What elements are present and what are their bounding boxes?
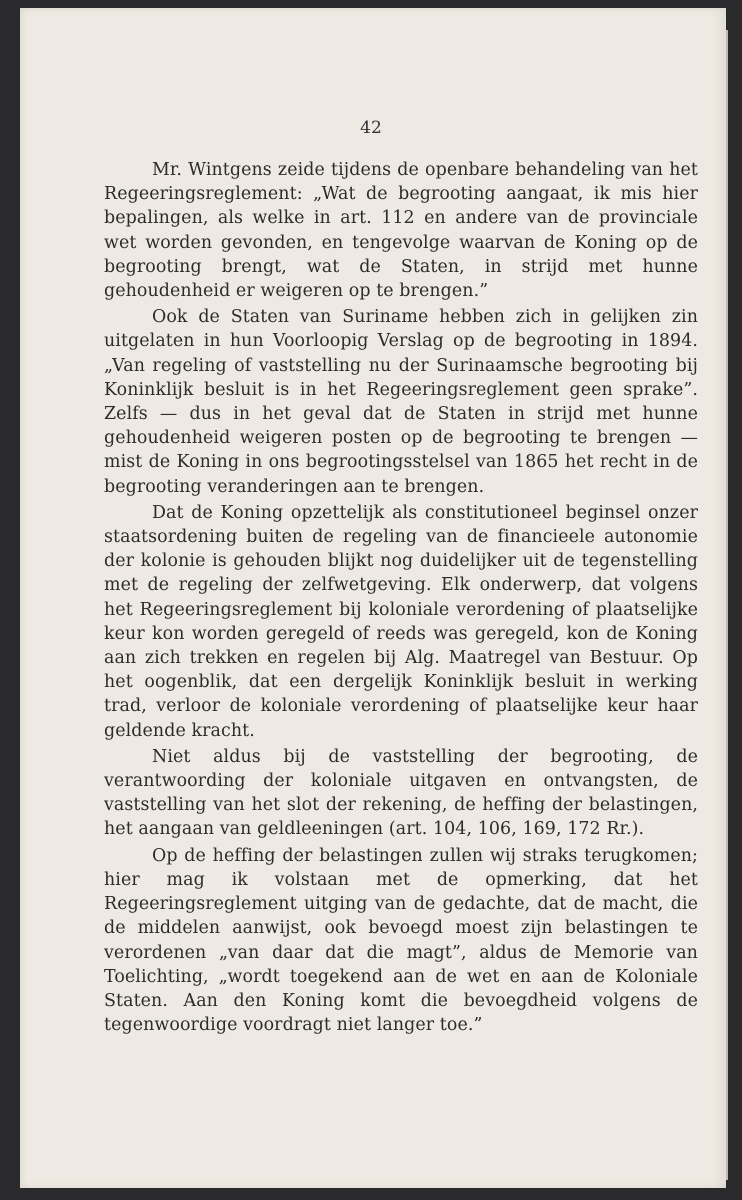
page-number: 42 [360, 118, 382, 138]
body-text [104, 158, 698, 1039]
paragraph-1: Mr. Wintgens zeide tijdens de openbare behandeling van het Regeeringsreglement: „Wat de begrooting aangaat, ik mis hier bepalingen, als welke in art. 112 en andere van de provinciale wet worden gevonden, en tengevolge waarvan de Koning op de begrooting brengt, wat de Staten, in strijd met hunne gehoudenheid er weigeren op te brengen.” [104, 160, 698, 302]
paragraph-2: Ook de Staten van Suriname hebben zich in gelijken zin uitgelaten in hun Voorloopig Verslag op de begrooting in 1894. „Van regeling of vaststelling nu der Surinaamsche begrooting bij Koninklijk besluit is in het Regeeringsreglement geen sprake”. Zelfs — dus in het geval dat de Staten in strijd met hunne gehoudenheid weigeren posten op de begrooting te brengen — mist de Koning in ons begrootingsstelsel van 1865 het recht in de begrooting veranderingen aan te brengen. [104, 307, 698, 497]
paragraph-5: Op de heffing der belastingen zullen wij straks terugkomen; hier mag ik volstaan met de opmerking, dat het Regeeringsreglement uitging van de gedachte, dat de macht, die de middelen aanwijst, ook bevoegd moest zijn belastingen te verordenen „van daar dat die magt”, aldus de Memorie van Toelichting, „wordt toegekend aan de wet en aan de Koloniale Staten. Aan den Koning komt die bevoegdheid volgens de tegenwoordige voordragt niet langer toe.” [104, 845, 698, 1036]
paragraph-4: Niet aldus bij de vaststelling der begrooting, de verantwoording der koloniale uitgaven en ontvangsten, de vaststelling van het slot der rekening, de heffing der belastingen, het aangaan van geldleeningen (art. 104, 106, 169, 172 Rr.). [104, 746, 698, 840]
paragraph-3: Dat de Koning opzettelijk als constitutioneel beginsel onzer staatsordening buiten de regeling van de financieele autonomie der kolonie is gehouden blijkt nog duidelijker uit de tegenstelling met de regeling der zelfwetgeving. Elk onderwerp, dat volgens het Regeeringsreglement bij koloniale verordening of plaatselijke keur kon worden geregeld of reeds was geregeld, kon de Koning aan zich trekken en regelen bij Alg. Maatregel van Bestuur. Op het oogenblik, dat een dergelijk Koninklijk besluit in werking trad, verloor de koloniale verordening of plaatselijke keur haar geldende kracht. [104, 502, 698, 741]
